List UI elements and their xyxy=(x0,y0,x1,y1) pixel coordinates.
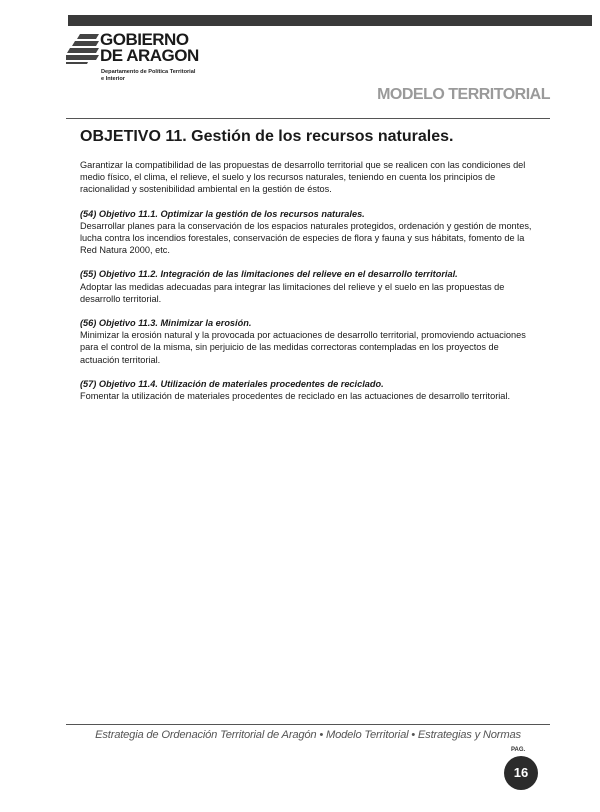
footer-text: Estrategia de Ordenación Territorial de Aragón • Modelo Territorial • Estrategias y Normas xyxy=(95,729,521,741)
department-line-1: Departamento de Política Territorial xyxy=(101,69,196,75)
objective-block xyxy=(80,317,540,366)
aragon-emblem-icon xyxy=(66,34,99,64)
page-label: PAG. xyxy=(511,747,526,753)
intro-paragraph: Garantizar la compatibilidad de las propuestas de desarrollo territorial que se realicen con las condiciones del medio físico, el clima, el relieve, el suelo y los recursos naturales, teniendo en cuenta los principios de racionalidad y sostenibilidad ambiental en la gestión de éstos. xyxy=(80,160,526,195)
gobierno-aragon-logo xyxy=(66,32,206,92)
page-heading: OBJETIVO 11. Gestión de los recursos naturales. xyxy=(80,128,454,145)
objective-block xyxy=(80,378,540,402)
objective-block xyxy=(80,268,540,305)
department-line-2: e Interior xyxy=(101,75,125,82)
objective-text: Fomentar la utilización de materiales procedentes de reciclado en las actuaciones de desarrollo territorial. xyxy=(80,391,510,402)
objective-title: (55) Objetivo 11.2. Integración de las limitaciones del relieve en el desarrollo territorial. xyxy=(80,269,458,280)
objective-block xyxy=(80,208,540,257)
footer-divider xyxy=(66,724,550,725)
page-number-badge: 16 xyxy=(504,756,538,790)
objective-title: (54) Objetivo 11.1. Optimizar la gestión de los recursos naturales. xyxy=(80,208,365,219)
objective-title: (56) Objetivo 11.3. Minimizar la erosión. xyxy=(80,318,252,329)
objective-text: Desarrollar planes para la conservación de los espacios naturales protegidos, ordenación y gestión de montes, lucha contra los incendios forestales, conservación de especies de flora y fauna y sus hábitats, fomento de la Red Natura 2000, etc. xyxy=(80,220,532,256)
logo-line-1: GOBIERNO xyxy=(100,30,189,49)
department-label xyxy=(101,69,195,82)
logo-title xyxy=(100,32,199,64)
logo-line-2: DE ARAGON xyxy=(100,46,199,65)
top-bar xyxy=(68,15,592,26)
objective-text: Minimizar la erosión natural y la provocada por actuaciones de desarrollo territorial, promoviendo actuaciones para el control de la misma, sin perjuicio de las medidas correctoras contempladas en los proyectos de actuación territorial. xyxy=(80,330,526,365)
section-title: MODELO TERRITORIAL xyxy=(377,86,550,103)
header-divider xyxy=(66,118,550,119)
main-content xyxy=(80,128,540,414)
objective-title: (57) Objetivo 11.4. Utilización de materiales procedentes de reciclado. xyxy=(80,378,384,389)
objective-text: Adoptar las medidas adecuadas para integrar las limitaciones del relieve y el suelo en las propuestas de desarrollo territorial. xyxy=(80,281,505,304)
